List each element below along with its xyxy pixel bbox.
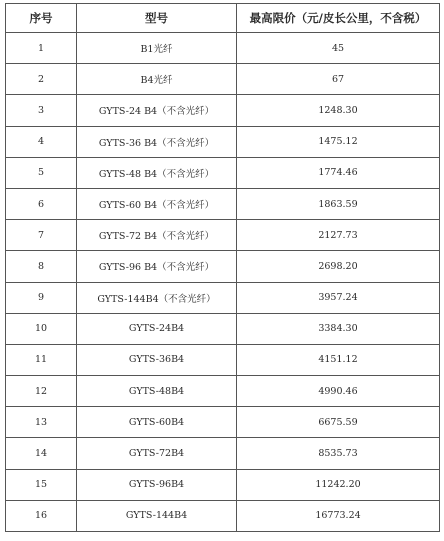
cell-price: 2698.20 (237, 251, 440, 282)
cell-seq: 2 (6, 64, 77, 95)
cell-price: 2127.73 (237, 220, 440, 251)
cell-model: GYTS-96 B4（不含光纤） (77, 251, 237, 282)
table-row (6, 500, 440, 531)
table-row (6, 126, 440, 157)
cell-seq: 8 (6, 251, 77, 282)
cell-model: GYTS-36 B4（不含光纤） (77, 126, 237, 157)
cell-price: 45 (237, 33, 440, 64)
table-row (6, 438, 440, 469)
table-row (6, 33, 440, 64)
table-row (6, 64, 440, 95)
cell-model: GYTS-48 B4（不含光纤） (77, 157, 237, 188)
cell-model: GYTS-72 B4（不含光纤） (77, 220, 237, 251)
header-seq: 序号 (6, 4, 77, 33)
cell-model: GYTS-96B4 (77, 469, 237, 500)
table-row (6, 188, 440, 219)
price-limit-table (5, 3, 440, 532)
cell-model: GYTS-60B4 (77, 407, 237, 438)
cell-seq: 9 (6, 282, 77, 313)
cell-model: GYTS-60 B4（不含光纤） (77, 188, 237, 219)
table-row (6, 157, 440, 188)
cell-price: 3384.30 (237, 313, 440, 344)
header-model: 型号 (77, 4, 237, 33)
cell-seq: 15 (6, 469, 77, 500)
table-row (6, 469, 440, 500)
cell-seq: 6 (6, 188, 77, 219)
cell-price: 67 (237, 64, 440, 95)
table-row (6, 407, 440, 438)
table-row (6, 282, 440, 313)
cell-model: GYTS-24B4 (77, 313, 237, 344)
cell-price: 16773.24 (237, 500, 440, 531)
header-row (6, 4, 440, 33)
table-header (6, 4, 440, 33)
cell-seq: 5 (6, 157, 77, 188)
table-row (6, 220, 440, 251)
table-row (6, 313, 440, 344)
cell-seq: 11 (6, 344, 77, 375)
cell-model: GYTS-144B4 (77, 500, 237, 531)
cell-price: 1248.30 (237, 95, 440, 126)
cell-price: 1475.12 (237, 126, 440, 157)
cell-model: B4光纤 (77, 64, 237, 95)
cell-seq: 10 (6, 313, 77, 344)
cell-price: 4990.46 (237, 376, 440, 407)
cell-price: 6675.59 (237, 407, 440, 438)
cell-price: 3957.24 (237, 282, 440, 313)
cell-price: 1774.46 (237, 157, 440, 188)
cell-seq: 12 (6, 376, 77, 407)
cell-seq: 16 (6, 500, 77, 531)
header-price: 最高限价（元/皮长公里，不含税） (237, 4, 440, 33)
cell-seq: 7 (6, 220, 77, 251)
cell-model: GYTS-36B4 (77, 344, 237, 375)
table-body (6, 33, 440, 532)
cell-seq: 4 (6, 126, 77, 157)
cell-seq: 3 (6, 95, 77, 126)
cell-price: 4151.12 (237, 344, 440, 375)
table-row (6, 251, 440, 282)
cell-seq: 14 (6, 438, 77, 469)
cell-price: 8535.73 (237, 438, 440, 469)
cell-model: B1光纤 (77, 33, 237, 64)
cell-price: 1863.59 (237, 188, 440, 219)
cell-model: GYTS-72B4 (77, 438, 237, 469)
table-row (6, 95, 440, 126)
cell-price: 11242.20 (237, 469, 440, 500)
cell-seq: 1 (6, 33, 77, 64)
table-row (6, 344, 440, 375)
cell-model: GYTS-48B4 (77, 376, 237, 407)
table-row (6, 376, 440, 407)
cell-model: GYTS-144B4（不含光纤） (77, 282, 237, 313)
cell-model: GYTS-24 B4（不含光纤） (77, 95, 237, 126)
cell-seq: 13 (6, 407, 77, 438)
